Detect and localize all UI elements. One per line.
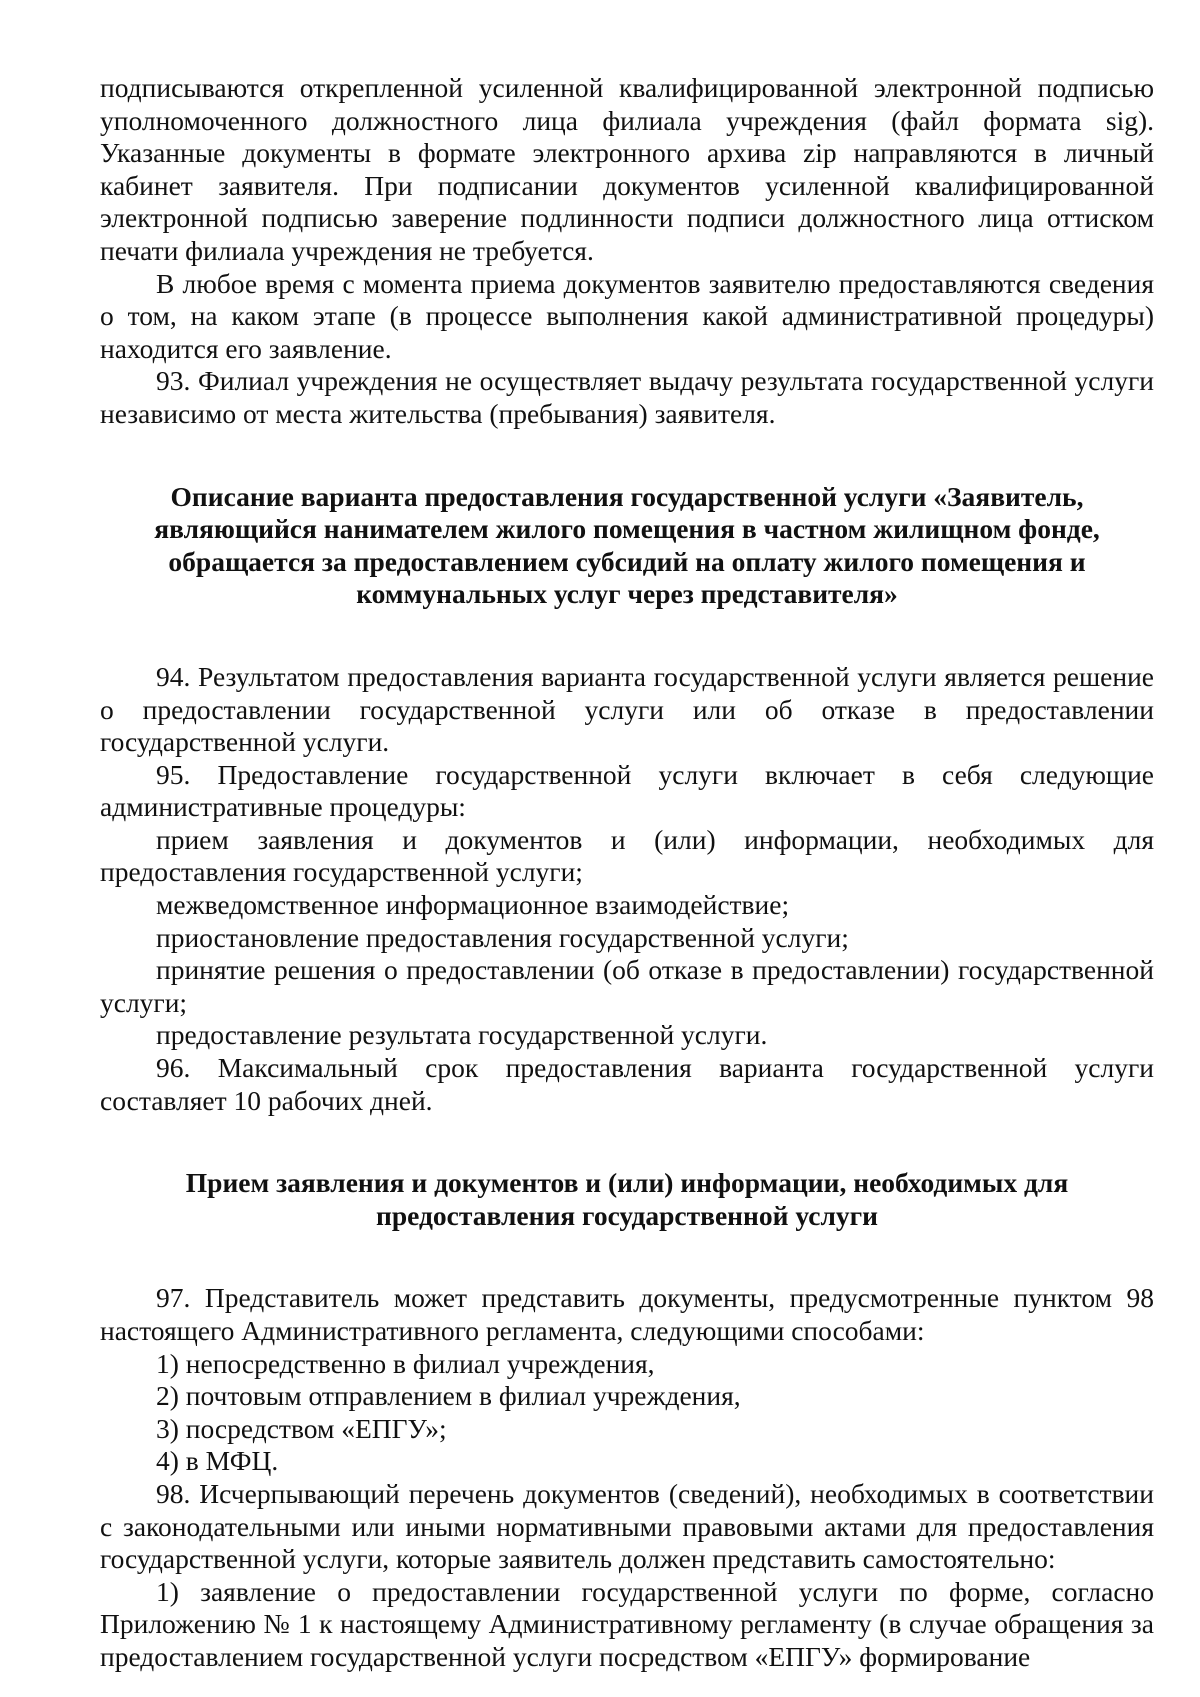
method-item: 3) посредством «ЕПГУ»;: [156, 1412, 447, 1444]
procedure-item: межведомственное информационное взаимодействие;: [156, 889, 790, 921]
spacer: [100, 1117, 1154, 1167]
paragraph-97: 97. Представитель может представить документы, предусмотренные пунктом 98 настоящего Административного регламента, следующими способами:: [100, 1282, 1154, 1346]
method-item: 2) почтовым отправлением в филиал учреждения,: [156, 1380, 741, 1412]
method-item: 4) в МФЦ.: [156, 1445, 279, 1477]
paragraph-98: 98. Исчерпывающий перечень документов (сведений), необходимых в соответствии с законодательными или иными нормативными правовыми актами для предоставления государственной услуги, которые заявитель должен представить самостоятельно:: [100, 1477, 1154, 1575]
spacer: [100, 611, 1154, 661]
spacer: [100, 431, 1154, 481]
paragraph-96: 96. Максимальный срок предоставления варианта государственной услуги составляет 10 рабочих дней.: [100, 1052, 1154, 1116]
method-item: 1) непосредственно в филиал учреждения,: [156, 1347, 655, 1379]
paragraph-93: 93. Филиал учреждения не осуществляет выдачу результата государственной услуги независимо от места жительства (пребывания) заявителя.: [100, 365, 1154, 429]
section-heading-reception: Прием заявления и документов и (или) информации, необходимых для предоставления государственной услуги: [185, 1167, 1069, 1231]
section-heading-variant: Описание варианта предоставления государственной услуги «Заявитель, являющийся нанимателем жилого помещения в частном жилищном фонде, обращается за предоставлением субсидий на оплату жилого помещения и коммунальных услуг через представителя»: [154, 480, 1100, 610]
paragraph-98-item-1: 1) заявление о предоставлении государственной услуги по форме, согласно Приложению № 1 к настоящему Административному регламенту (в случае обращения за предоставлением государственной услуги посредством «ЕПГУ» формирование: [100, 1575, 1154, 1672]
procedure-item: прием заявления и документов и (или) информации, необходимых для предоставления государственной услуги;: [100, 823, 1154, 888]
procedure-item: предоставление результата государственной услуги.: [156, 1019, 768, 1051]
spacer: [100, 1232, 1154, 1282]
procedure-item: приостановление предоставления государственной услуги;: [156, 921, 849, 953]
paragraph-continuation: подписываются открепленной усиленной квалифицированной электронной подписью уполномоченного должностного лица филиала учреждения (файл формата sig). Указанные документы в формате электронного архива zip направляются в личный кабинет заявителя. При подписании документов усиленной квалифицированной электронной подписью заверение подлинности подписи должностного лица оттиском печати филиала учреждения не требуется.: [100, 72, 1154, 266]
document-page: [100, 72, 1154, 1674]
paragraph-94: 94. Результатом предоставления варианта государственной услуги является решение о предоставлении государственной услуги или об отказе в предоставлении государственной услуги.: [100, 660, 1154, 758]
paragraph-status-info: В любое время с момента приема документов заявителю предоставляются сведения о том, на каком этапе (в процессе выполнения какой административной процедуры) находится его заявление.: [100, 267, 1154, 364]
procedure-item: принятие решения о предоставлении (об отказе в предоставлении) государственной услуги;: [100, 954, 1154, 1018]
paragraph-95: 95. Предоставление государственной услуги включает в себя следующие административные процедуры:: [100, 758, 1154, 823]
